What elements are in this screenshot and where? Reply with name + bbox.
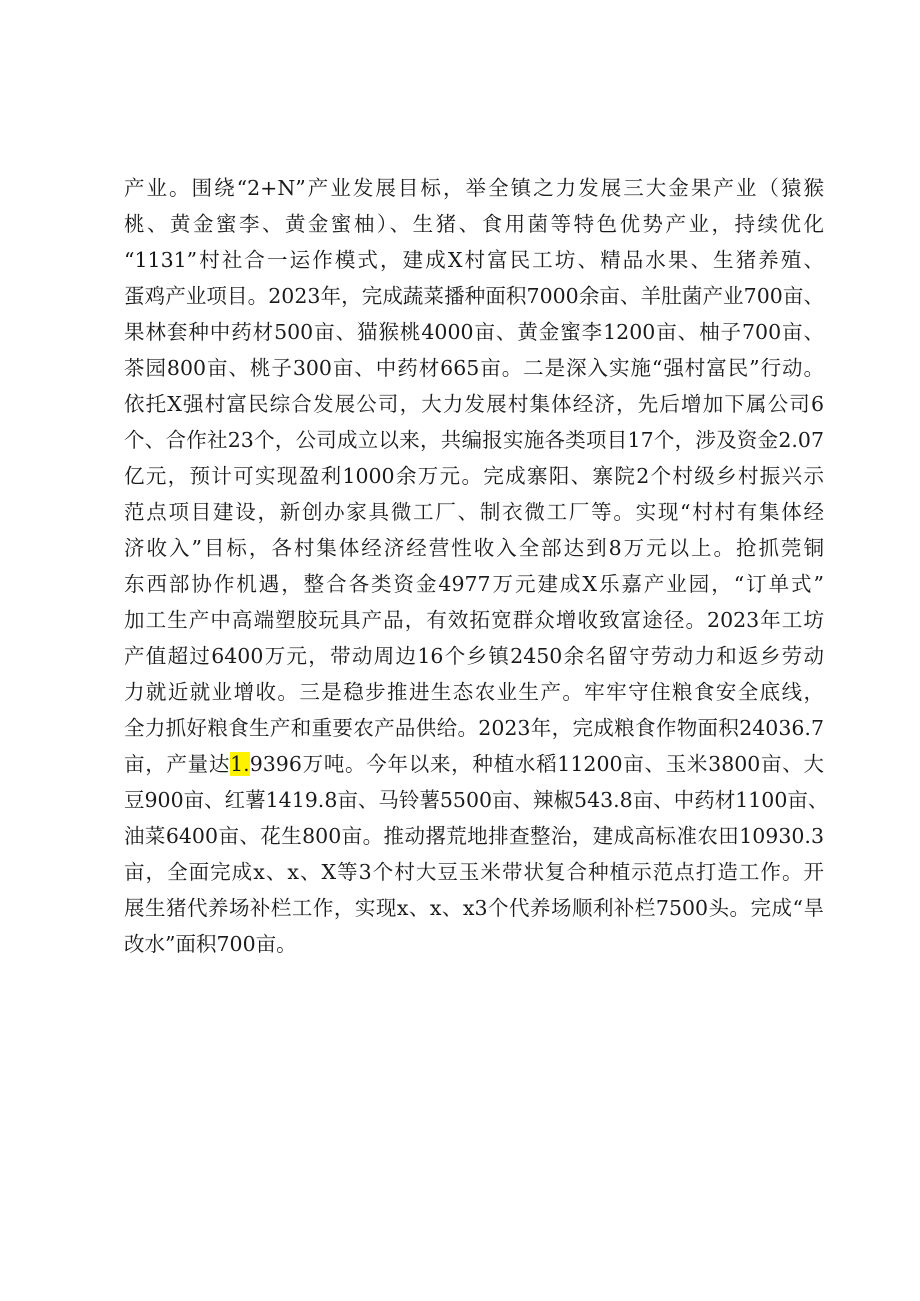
text-line: 加工生产中高端塑胶玩具产品，有效拓宽群众增收致富途径。2023年工坊 xyxy=(124,608,824,632)
text-line: 亩，全面完成x、x、X等3个村大豆玉米带状复合种植示范点打造工作。开 xyxy=(124,860,824,884)
text-line: “1131”村社合一运作模式，建成X村富民工坊、精品水果、生猪养殖、 xyxy=(124,248,824,272)
text-line: 桃、黄金蜜李、黄金蜜柚）、生猪、食用菌等特色优势产业，持续优化 xyxy=(124,212,824,236)
text-line: 茶园800亩、桃子300亩、中药材665亩。二是深入实施“强村富民”行动。 xyxy=(124,356,824,380)
text-line-highlighted xyxy=(124,746,824,782)
text-line-last: 改水”面积700亩。 xyxy=(124,932,297,956)
text-line: 力就近就业增收。三是稳步推进生态农业生产。牢牢守住粮食安全底线， xyxy=(124,680,824,704)
text-line: 展生猪代养场补栏工作，实现x、x、x3个代养场顺利补栏7500头。完成“旱 xyxy=(124,896,824,920)
text-line: 蛋鸡产业项目。2023年，完成蔬菜播种面积7000余亩、羊肚菌产业700亩、 xyxy=(124,284,824,308)
text-line: 个、合作社23个，公司成立以来，共编报实施各类项目17个，涉及资金2.07 xyxy=(124,428,824,452)
text-line: 产值超过6400万元，带动周边16个乡镇2450余名留守劳动力和返乡劳动 xyxy=(124,644,824,668)
text-line: 济收入”目标，各村集体经济经营性收入全部达到8万元以上。抢抓莞铜 xyxy=(124,536,824,560)
body-text xyxy=(124,170,829,962)
line-segment: 亩，产量达 xyxy=(124,752,231,776)
text-line: 亿元，预计可实现盈利1000余万元。完成寨阳、寨院2个村级乡村振兴示 xyxy=(124,464,824,488)
text-line: 依托X强村富民综合发展公司，大力发展村集体经济，先后增加下属公司6 xyxy=(124,392,824,416)
text-line: 全力抓好粮食生产和重要农产品供给。2023年，完成粮食作物面积24036.7 xyxy=(124,716,824,740)
text-line: 东西部协作机遇，整合各类资金4977万元建成X乐嘉产业园，“订单式” xyxy=(124,572,824,596)
text-line: 产业。围绕“2+N”产业发展目标，举全镇之力发展三大金果产业（猿猴 xyxy=(124,176,824,200)
line-segment: 9396万吨。今年以来，种植水稻11200亩、玉米3800亩、大 xyxy=(249,752,825,776)
text-line: 豆900亩、红薯1419.8亩、马铃薯5500亩、辣椒543.8亩、中药材1100亩、 xyxy=(124,788,829,812)
text-line: 范点项目建设，新创办家具微工厂、制衣微工厂等。实现“村村有集体经 xyxy=(124,500,824,524)
text-line: 油菜6400亩、花生800亩。推动撂荒地排查整治，建成高标准农田10930.3 xyxy=(124,824,824,848)
highlighted-text: 1. xyxy=(230,752,250,776)
text-line: 果林套种中药材500亩、猫猴桃4000亩、黄金蜜李1200亩、柚子700亩、 xyxy=(124,320,824,344)
